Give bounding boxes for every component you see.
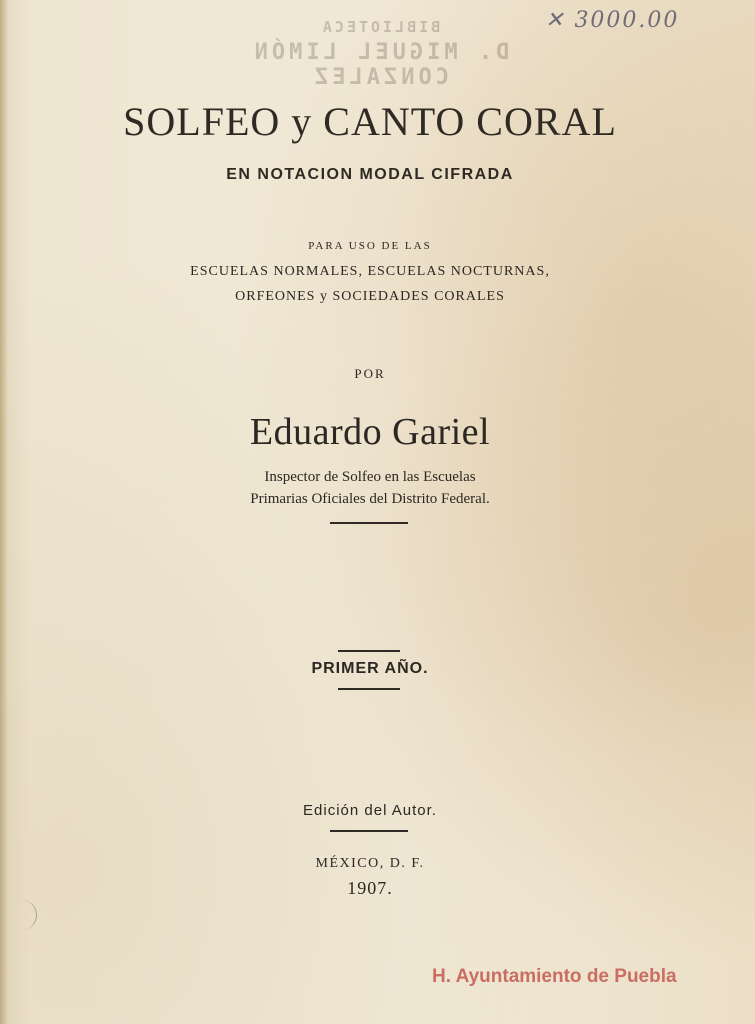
price-value: 3000.00 (574, 8, 680, 33)
margin-pencil-mark (10, 900, 37, 930)
edition-label: Edición del Autor. (303, 802, 437, 819)
library-ownership-stamp (200, 18, 560, 88)
book-title: SOLFEO y CANTO CORAL (123, 99, 617, 144)
course-label: PRIMER AÑO. (311, 660, 429, 677)
audience-line-1: ESCUELAS NORMALES, ESCUELAS NOCTURNAS, (190, 264, 550, 279)
handwritten-price-note: ✕ 3000.00 (545, 8, 680, 33)
author-role-line-1: Inspector de Solfeo en las Escuelas (264, 469, 476, 485)
book-subtitle: EN NOTACION MODAL CIFRADA (226, 166, 514, 183)
audience-line-2: ORFEONES y SOCIEDADES CORALES (235, 289, 505, 304)
purpose-line: PARA USO DE LAS (308, 240, 432, 252)
stamp-line-name: D. MIGUEL LIMÓN CONZALEZ (250, 40, 510, 90)
publication-year: 1907. (347, 878, 393, 898)
stamp-line-top: BIBLIOTECA (319, 18, 441, 36)
author-role-line-2: Primarias Oficiales del Distrito Federal. (250, 491, 490, 507)
divider-rule (338, 650, 400, 652)
publication-city: MÉXICO, D. F. (315, 856, 425, 871)
divider-rule (338, 688, 400, 690)
by-label: POR (354, 366, 386, 381)
footer-library-stamp: H. Ayuntamiento de Puebla (432, 966, 677, 987)
divider-rule (330, 522, 408, 524)
divider-rule (330, 830, 408, 832)
author-name: Eduardo Gariel (249, 411, 491, 453)
